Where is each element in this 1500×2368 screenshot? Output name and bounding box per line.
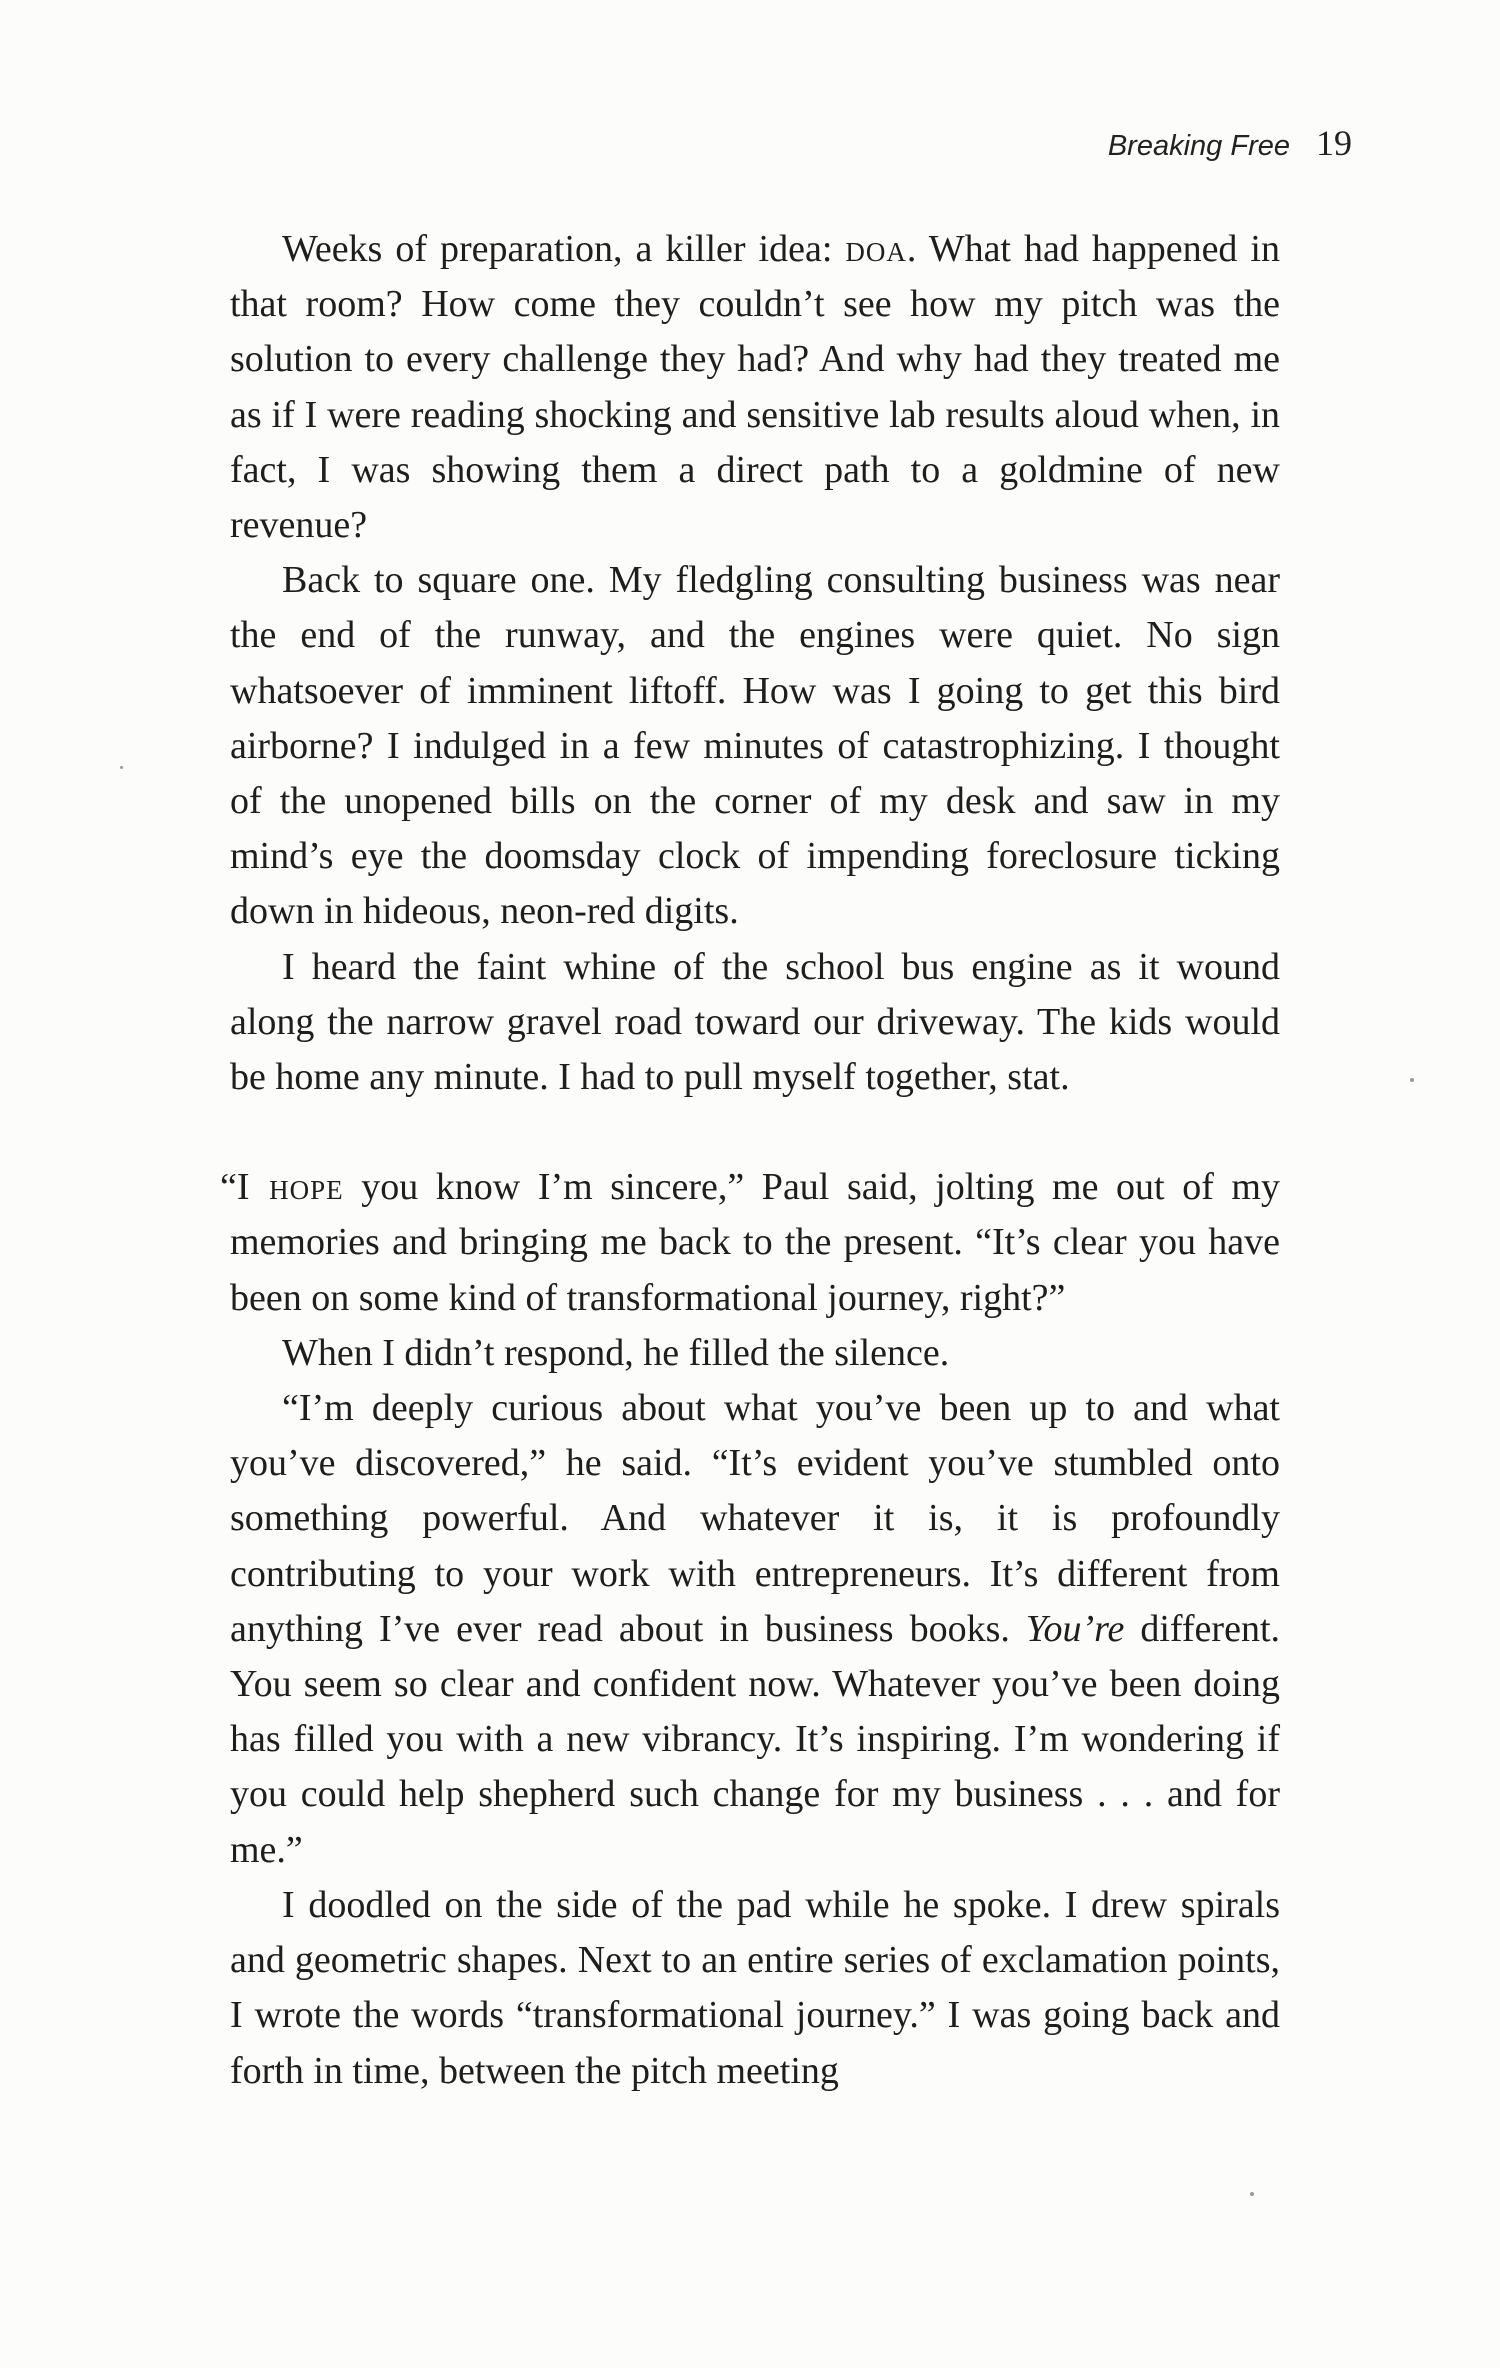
scan-speck <box>1250 2192 1254 2196</box>
paragraph-1-rest: . What had happened in that room? How come they couldn’t see how my pitch was the solution to every challenge they had? And why had they treated me as if I were reading shocking and sensitive lab results aloud when, in fact, I was showing them a direct path to a goldmine of new revenue? <box>230 228 1280 547</box>
paragraph-7: I doodled on the side of the pad while he spoke. I drew spirals and geometric shapes. Next to an entire series of exclamation points, I wrote the words “transformational journey.” I was going back and forth in time, between the pitch meeting <box>230 1883 1280 2092</box>
opening-quote: “ <box>220 1166 237 1209</box>
page-number: 19 <box>1316 123 1352 163</box>
section-lead-smallcaps: I hope <box>236 1166 344 1209</box>
paragraph-1-lead: Weeks of preparation, a killer idea: <box>282 228 846 270</box>
running-title: Breaking Free <box>1107 130 1290 162</box>
body-text <box>220 222 1280 2099</box>
paragraph-6-before: “I’m deeply curious about what you’ve been up to and what you’ve discovered,” he said. “It’s evident you’ve stumbled onto something powerful. And whatever it is, it is profoundly contributing to your work with entrepreneurs. It’s different from anything I’ve ever read about in business books. <box>230 1387 1280 1650</box>
paragraph-6 <box>230 1381 1280 1878</box>
paragraph-4-rest: you know I’m sincere,” Paul said, jolting me out of my memories and bringing me back to the present. “It’s clear you have been on some kind of transformational journey, right?” <box>230 1166 1280 1319</box>
paragraph-3: I heard the faint whine of the school bus engine as it wound along the narrow gravel road toward our driveway. The kids would be home any minute. I had to pull myself together, stat. <box>230 945 1280 1099</box>
paragraph-4 <box>220 1160 1280 1326</box>
paragraph-6-italic: You’re <box>1025 1607 1125 1650</box>
running-head <box>1108 122 1352 164</box>
doa-smallcaps: doa <box>845 228 907 270</box>
paragraph-2: Back to square one. My fledgling consulting business was near the end of the runway, and the engines were quiet. No sign whatsoever of imminent liftoff. How was I going to get this bird airborne? I indulged in a few minutes of catastrophizing. I thought of the unopened bills on the corner of my desk and saw in my mind’s eye the doomsday clock of impending foreclosure ticking down in hideous, neon-red digits. <box>230 559 1280 933</box>
paragraph-1 <box>230 222 1280 553</box>
paragraph-5: When I didn’t respond, he filled the silence. <box>282 1331 950 1374</box>
scan-speck <box>120 766 123 769</box>
paragraph-6-after: different. You seem so clear and confident now. Whatever you’ve been doing has filled you with a new vibrancy. It’s inspiring. I’m wondering if you could help shepherd such change for my business . . . and for me.” <box>230 1607 1280 1871</box>
scan-speck <box>1410 1078 1414 1082</box>
